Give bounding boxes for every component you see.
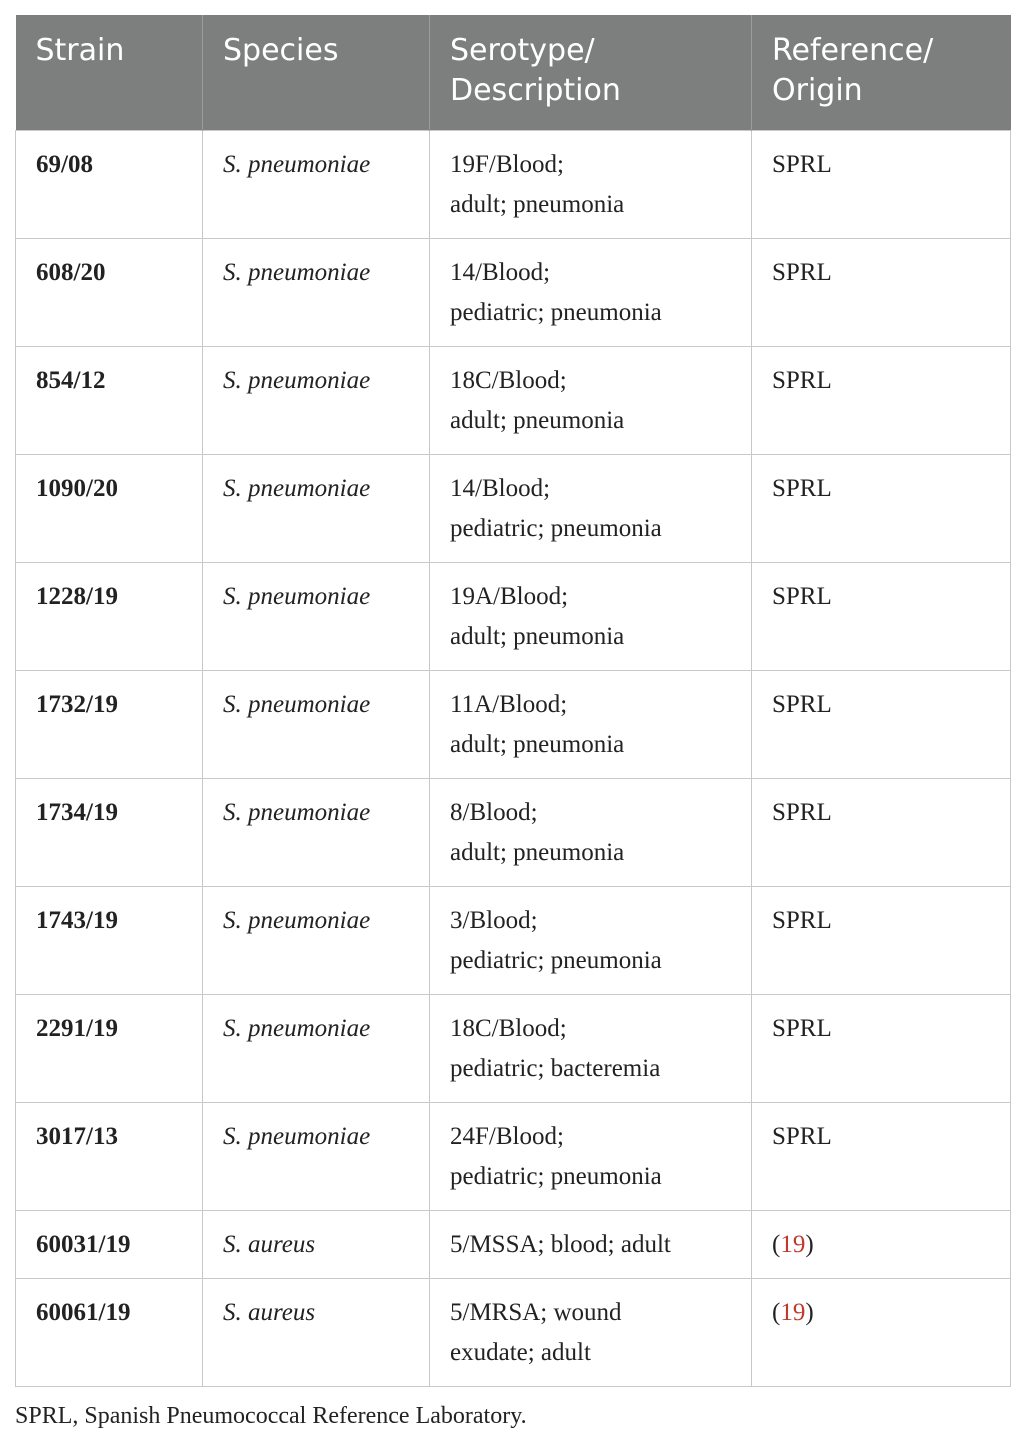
table-row	[16, 130, 1011, 238]
cell-species: S. pneumoniae	[203, 670, 430, 778]
cell-description	[430, 994, 752, 1102]
cell-strain: 1228/19	[16, 562, 203, 670]
description-line: 19F/Blood;	[450, 150, 564, 178]
table-footnote: SPRL, Spanish Pneumococcal Reference Laboratory.	[15, 1403, 527, 1429]
table-row	[16, 994, 1011, 1102]
cell-strain: 1732/19	[16, 670, 203, 778]
description-line: pediatric; bacteremia	[450, 1054, 661, 1082]
cell-strain: 60031/19	[16, 1210, 203, 1278]
cell-reference: SPRL	[752, 1102, 1011, 1210]
description-line: pediatric; pneumonia	[450, 946, 662, 974]
description-line: 14/Blood;	[450, 474, 551, 502]
cell-description	[430, 1210, 752, 1278]
cell-reference	[752, 1210, 1011, 1278]
cell-reference: SPRL	[752, 130, 1011, 238]
cell-reference: SPRL	[752, 346, 1011, 454]
table-row	[16, 562, 1011, 670]
description-line: adult; pneumonia	[450, 730, 625, 758]
description-line: adult; pneumonia	[450, 190, 625, 218]
cell-description	[430, 562, 752, 670]
reference-paren-close: )	[805, 1298, 814, 1326]
reference-link[interactable]: 19	[780, 1230, 806, 1258]
cell-reference: SPRL	[752, 454, 1011, 562]
cell-species: S. pneumoniae	[203, 562, 430, 670]
table-row	[16, 238, 1011, 346]
cell-strain: 2291/19	[16, 994, 203, 1102]
reference-paren-open: (	[772, 1230, 781, 1258]
table-row	[16, 346, 1011, 454]
cell-description	[430, 886, 752, 994]
table-row	[16, 886, 1011, 994]
cell-species: S. pneumoniae	[203, 238, 430, 346]
description-line: 11A/Blood;	[450, 690, 568, 718]
cell-species: S. pneumoniae	[203, 1102, 430, 1210]
cell-description	[430, 1102, 752, 1210]
cell-strain: 60061/19	[16, 1278, 203, 1386]
description-line: exudate; adult	[450, 1338, 591, 1366]
header-reference: Reference/ Origin	[752, 15, 1011, 130]
cell-description	[430, 130, 752, 238]
cell-description	[430, 1278, 752, 1386]
cell-reference: SPRL	[752, 778, 1011, 886]
table-row	[16, 670, 1011, 778]
description-line: 5/MSSA; blood; adult	[450, 1230, 671, 1258]
cell-reference	[752, 1278, 1011, 1386]
description-line: adult; pneumonia	[450, 838, 625, 866]
cell-species: S. aureus	[203, 1210, 430, 1278]
cell-species: S. pneumoniae	[203, 886, 430, 994]
cell-species: S. pneumoniae	[203, 454, 430, 562]
cell-reference: SPRL	[752, 238, 1011, 346]
cell-strain: 608/20	[16, 238, 203, 346]
header-description: Serotype/ Description	[430, 15, 752, 130]
cell-species: S. pneumoniae	[203, 130, 430, 238]
header-strain: Strain	[16, 15, 203, 130]
description-line: 5/MRSA; wound	[450, 1298, 622, 1326]
reference-paren-close: )	[805, 1230, 814, 1258]
cell-strain: 854/12	[16, 346, 203, 454]
table-row	[16, 778, 1011, 886]
cell-reference: SPRL	[752, 562, 1011, 670]
cell-description	[430, 346, 752, 454]
cell-reference: SPRL	[752, 994, 1011, 1102]
header-species: Species	[203, 15, 430, 130]
cell-strain: 1734/19	[16, 778, 203, 886]
description-line: 19A/Blood;	[450, 582, 569, 610]
table-row	[16, 1278, 1011, 1386]
table-row	[16, 454, 1011, 562]
cell-species: S. pneumoniae	[203, 778, 430, 886]
cell-description	[430, 238, 752, 346]
cell-reference: SPRL	[752, 670, 1011, 778]
description-line: 3/Blood;	[450, 906, 538, 934]
cell-reference: SPRL	[752, 886, 1011, 994]
strains-table	[15, 15, 1011, 1387]
cell-species: S. pneumoniae	[203, 994, 430, 1102]
description-line: adult; pneumonia	[450, 622, 625, 650]
description-line: pediatric; pneumonia	[450, 298, 662, 326]
table-row	[16, 1102, 1011, 1210]
cell-strain: 1743/19	[16, 886, 203, 994]
table-row	[16, 1210, 1011, 1278]
description-line: 24F/Blood;	[450, 1122, 564, 1150]
cell-strain: 3017/13	[16, 1102, 203, 1210]
description-line: 8/Blood;	[450, 798, 538, 826]
table-header-row	[16, 15, 1011, 130]
cell-description	[430, 670, 752, 778]
cell-description	[430, 454, 752, 562]
cell-strain: 1090/20	[16, 454, 203, 562]
description-line: 18C/Blood;	[450, 366, 567, 394]
cell-species: S. aureus	[203, 1278, 430, 1386]
reference-paren-open: (	[772, 1298, 781, 1326]
description-line: adult; pneumonia	[450, 406, 625, 434]
cell-description	[430, 778, 752, 886]
cell-strain: 69/08	[16, 130, 203, 238]
description-line: pediatric; pneumonia	[450, 1162, 662, 1190]
description-line: 14/Blood;	[450, 258, 551, 286]
description-line: 18C/Blood;	[450, 1014, 567, 1042]
description-line: pediatric; pneumonia	[450, 514, 662, 542]
cell-species: S. pneumoniae	[203, 346, 430, 454]
reference-link[interactable]: 19	[780, 1298, 806, 1326]
